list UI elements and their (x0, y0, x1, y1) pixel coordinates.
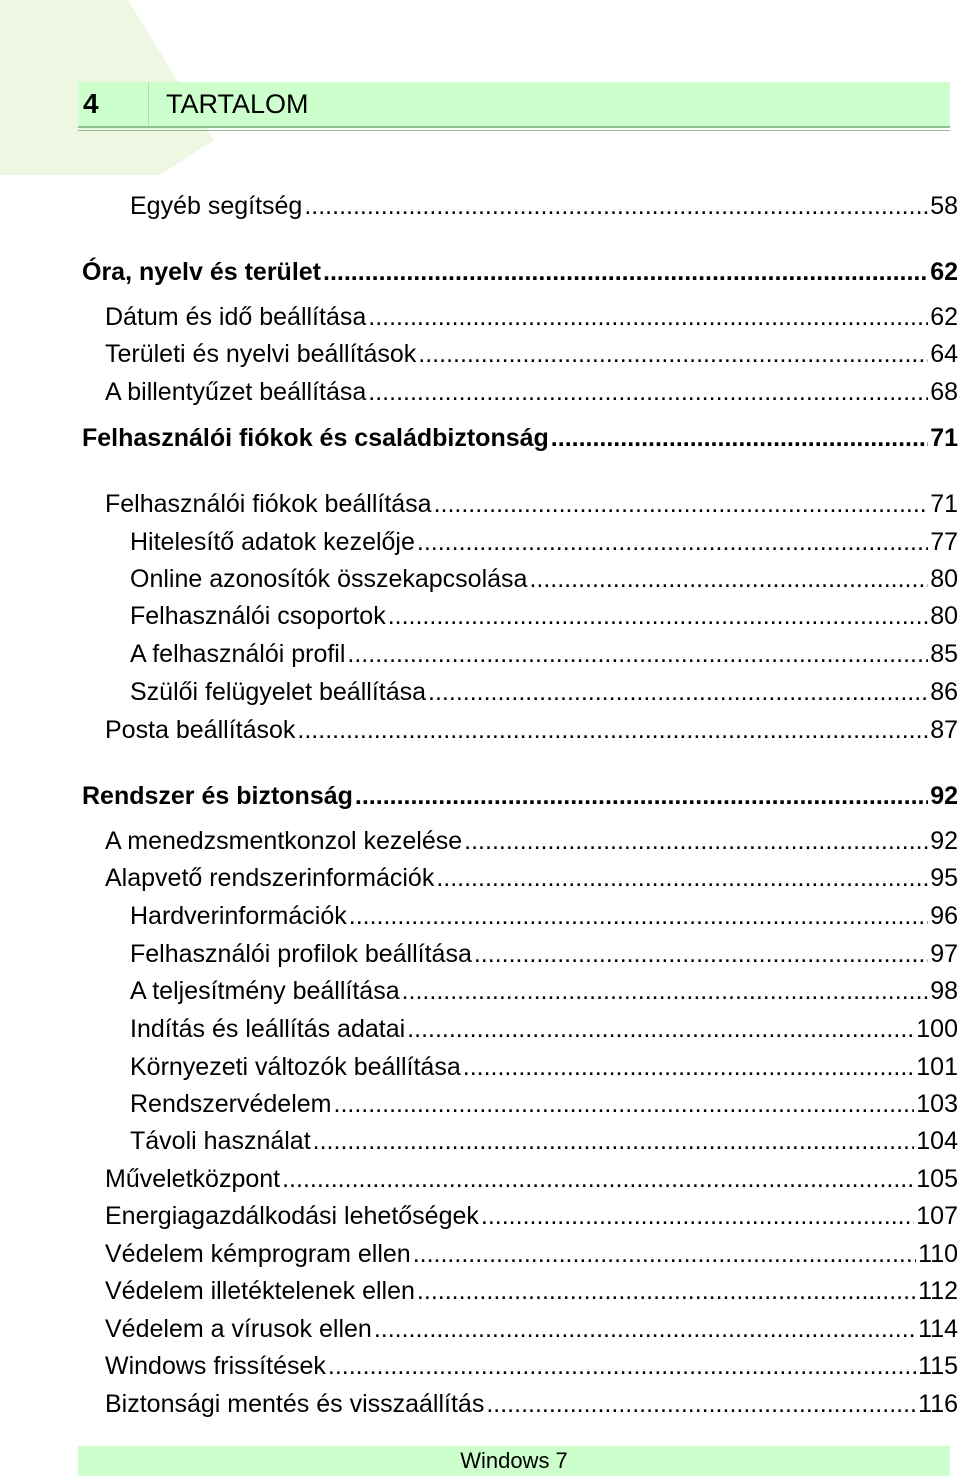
header-rule (78, 130, 950, 131)
toc-entry[interactable] (105, 374, 958, 410)
toc-entry-title: Felhasználói csoportok (130, 602, 386, 630)
toc-entry-page: 96 (930, 902, 958, 930)
page-number: 4 (83, 88, 99, 119)
toc-entry-page: 71 (930, 424, 958, 452)
toc-entry-page: 92 (930, 782, 958, 810)
toc-entry[interactable] (105, 336, 958, 372)
toc-entry-title: Szülői felügyelet beállítása (130, 678, 427, 706)
toc-entry[interactable] (130, 936, 958, 972)
toc-entry[interactable] (130, 636, 958, 672)
dot-leader (304, 188, 928, 224)
dot-leader (417, 524, 928, 560)
dot-leader (334, 1086, 915, 1122)
toc-entry[interactable] (130, 1049, 958, 1085)
toc-entry[interactable] (130, 1086, 958, 1122)
toc-entry[interactable] (105, 299, 958, 335)
toc-entry-page: 62 (930, 303, 958, 331)
footer-text: Windows 7 (460, 1448, 568, 1473)
toc-entry-page: 103 (916, 1090, 958, 1118)
toc-entry-title: Dátum és idő beállítása (105, 303, 367, 331)
toc-entry-title: Műveletközpont (105, 1165, 281, 1193)
toc-entry[interactable] (130, 561, 958, 597)
toc-entry-title: Hitelesítő adatok kezelője (130, 528, 415, 556)
dot-leader (347, 636, 928, 672)
toc-entry[interactable] (105, 712, 958, 748)
toc-entry-title: A billentyűzet beállítása (105, 378, 367, 406)
toc-entry-page: 107 (916, 1202, 958, 1230)
toc-entry-title: A felhasználói profil (130, 640, 346, 668)
toc-entry-title: Védelem a vírusok ellen (105, 1315, 372, 1343)
toc-entry[interactable] (105, 860, 958, 896)
dot-leader (436, 860, 928, 896)
toc-entry-title: Egyéb segítség (130, 192, 303, 220)
toc-entry-title: Területi és nyelvi beállítások (105, 340, 417, 368)
toc-entry[interactable] (82, 420, 958, 456)
toc-entry-title: Felhasználói fiókok és családbiztonság (82, 424, 549, 452)
toc-entry-page: 101 (916, 1053, 958, 1081)
toc-entry[interactable] (105, 1161, 958, 1197)
toc-entry-page: 115 (918, 1352, 958, 1380)
toc-entry-title: A teljesítmény beállítása (130, 977, 400, 1005)
toc-entry-title: Posta beállítások (105, 716, 296, 744)
toc-entry[interactable] (130, 898, 958, 934)
toc-entry[interactable] (130, 1011, 958, 1047)
toc-entry[interactable] (130, 598, 958, 634)
toc-entry-title: Távoli használat (130, 1127, 311, 1155)
toc-entry-page: 116 (918, 1390, 958, 1418)
dot-leader (374, 1311, 916, 1347)
toc-entry-title: Védelem illetéktelenek ellen (105, 1277, 415, 1305)
toc-entry-page: 100 (916, 1015, 958, 1043)
dot-leader (368, 299, 928, 335)
toc-entry-page: 68 (930, 378, 958, 406)
toc-entry-page: 58 (930, 192, 958, 220)
dot-leader (464, 823, 928, 859)
toc-entry[interactable] (105, 1386, 958, 1422)
toc-entry-page: 87 (930, 716, 958, 744)
chapter-header (78, 82, 950, 128)
toc-entry-title: Alapvető rendszerinformációk (105, 864, 435, 892)
toc-entry-page: 114 (918, 1315, 958, 1343)
toc-entry-page: 80 (930, 565, 958, 593)
toc-entry-title: Felhasználói fiókok beállítása (105, 490, 432, 518)
toc-entry[interactable] (82, 778, 958, 814)
toc-entry-page: 105 (916, 1165, 958, 1193)
toc-entry-page: 98 (930, 977, 958, 1005)
dot-leader (486, 1386, 916, 1422)
toc-entry-page: 95 (930, 864, 958, 892)
toc-entry-title: A menedzsmentkonzol kezelése (105, 827, 463, 855)
dot-leader (402, 973, 929, 1009)
dot-leader (388, 598, 928, 634)
toc-entry-title: Windows frissítések (105, 1352, 326, 1380)
toc-entry-page: 71 (930, 490, 958, 518)
chapter-title: TARTALOM (166, 89, 309, 119)
toc-entry-page: 104 (916, 1127, 958, 1155)
toc-entry[interactable] (105, 823, 958, 859)
toc-entry-page: 80 (930, 602, 958, 630)
toc-entry-title: Biztonsági mentés és visszaállítás (105, 1390, 485, 1418)
toc-entry[interactable] (82, 254, 958, 290)
toc-entry-title: Óra, nyelv és terület (82, 258, 322, 286)
toc-entry[interactable] (105, 1348, 958, 1384)
toc-entry[interactable] (130, 973, 958, 1009)
toc-entry-title: Védelem kémprogram ellen (105, 1240, 411, 1268)
header-divider (148, 82, 149, 126)
dot-leader (368, 374, 928, 410)
toc-entry-page: 86 (930, 678, 958, 706)
dot-leader (349, 898, 928, 934)
toc-entry-page: 77 (930, 528, 958, 556)
toc-entry-page: 110 (918, 1240, 958, 1268)
dot-leader (407, 1011, 914, 1047)
toc-entry-page: 92 (930, 827, 958, 855)
toc-entry-title: Rendszer és biztonság (82, 782, 353, 810)
dot-leader (297, 712, 928, 748)
toc-entry-title: Környezeti változók beállítása (130, 1053, 461, 1081)
toc-entry-page: 62 (930, 258, 958, 286)
dot-leader (463, 1049, 915, 1085)
dot-leader (355, 778, 928, 814)
toc-entry[interactable] (105, 486, 958, 522)
toc-entry[interactable] (130, 524, 958, 560)
toc-entry[interactable] (105, 1311, 958, 1347)
toc-entry-page: 64 (930, 340, 958, 368)
toc-entry[interactable] (105, 1198, 958, 1234)
dot-leader (434, 486, 929, 522)
dot-leader (282, 1161, 914, 1197)
toc-entry-page: 85 (930, 640, 958, 668)
dot-leader (418, 336, 928, 372)
dot-leader (551, 420, 928, 456)
toc-entry-title: Hardverinformációk (130, 902, 347, 930)
toc-entry[interactable] (130, 1123, 958, 1159)
dot-leader (328, 1348, 916, 1384)
dot-leader (413, 1236, 916, 1272)
toc-entry-title: Indítás és leállítás adatai (130, 1015, 406, 1043)
toc-entry-title: Online azonosítók összekapcsolása (130, 565, 528, 593)
toc-entry-title: Rendszervédelem (130, 1090, 332, 1118)
toc-entry[interactable] (105, 1236, 958, 1272)
toc-entry[interactable] (130, 674, 958, 710)
dot-leader (313, 1123, 915, 1159)
toc-entry-page: 97 (930, 940, 958, 968)
dot-leader (417, 1273, 916, 1309)
toc-entry-title: Energiagazdálkodási lehetőségek (105, 1202, 479, 1230)
dot-leader (428, 674, 928, 710)
page-footer (78, 1446, 950, 1476)
dot-leader (474, 936, 928, 972)
toc-entry[interactable] (130, 188, 958, 224)
dot-leader (529, 561, 928, 597)
toc-entry-title: Felhasználói profilok beállítása (130, 940, 472, 968)
dot-leader (323, 254, 928, 290)
toc-entry-page: 112 (918, 1277, 958, 1305)
toc-entry[interactable] (105, 1273, 958, 1309)
dot-leader (481, 1198, 914, 1234)
